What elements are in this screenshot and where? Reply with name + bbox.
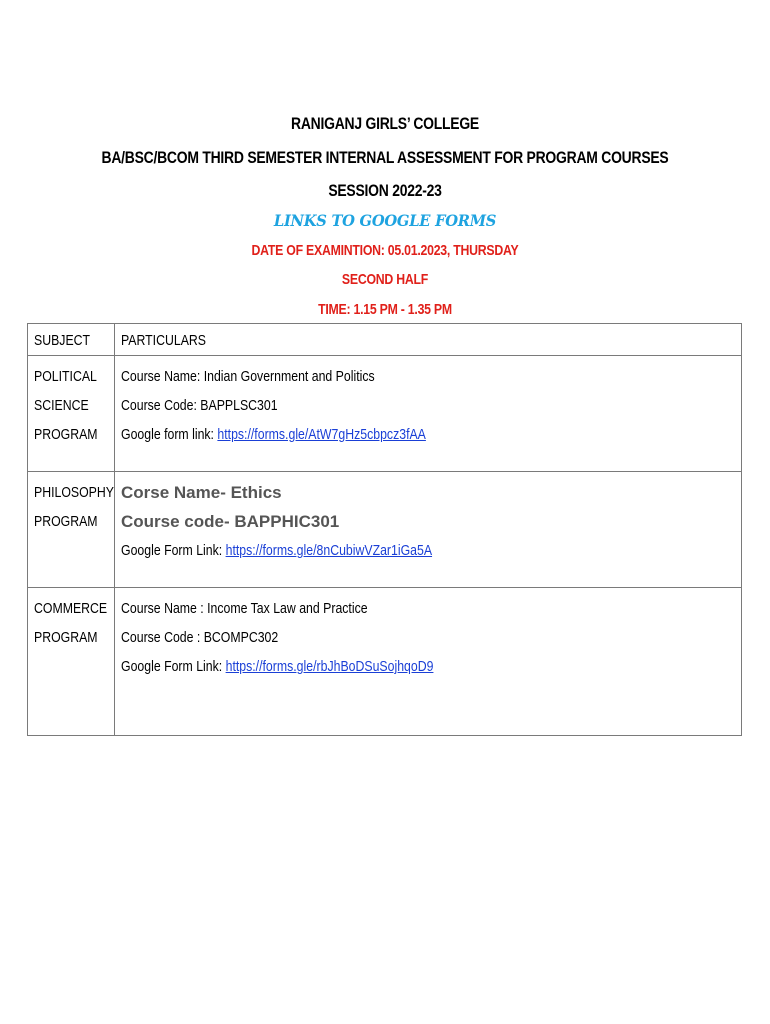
exam-title: BA/BSC/BCOM THIRD SEMESTER INTERNAL ASSESSMENT FOR PROGRAM COURSES <box>101 148 669 167</box>
form-link-line <box>121 652 629 681</box>
links-title: LINKS TO GOOGLE FORMS <box>273 211 497 230</box>
course-name: Course Name: Indian Government and Politics <box>121 368 375 385</box>
subject-line: PROGRAM <box>34 513 98 530</box>
subject-cell <box>28 472 115 588</box>
subject-header: SUBJECT <box>34 332 91 349</box>
course-code: Course code- BAPPHIC301 <box>121 512 340 531</box>
course-code: Course Code : BCOMPC302 <box>121 629 279 646</box>
form-link-line <box>121 536 629 565</box>
exam-time: TIME: 1.15 PM - 1.35 PM <box>318 301 452 318</box>
particulars-header: PARTICULARS <box>121 332 206 349</box>
session-title: SESSION 2022-23 <box>328 181 442 200</box>
course-name: Course Name : Income Tax Law and Practice <box>121 600 368 617</box>
form-link-label: Google Form Link: <box>121 658 226 675</box>
google-form-link[interactable]: https://forms.gle/8nCubiwVZar1iGa5A <box>225 542 433 559</box>
header-cell-particulars <box>115 324 742 356</box>
google-form-link[interactable]: https://forms.gle/AtW7gHz5cbpcz3fAA <box>217 426 426 443</box>
google-form-link[interactable]: https://forms.gle/rbJhBoDSuSojhqoD9 <box>225 658 434 675</box>
college-name: RANIGANJ GIRLS’ COLLEGE <box>291 114 479 133</box>
particulars-cell <box>115 472 742 588</box>
subject-cell <box>28 356 115 472</box>
subject-line: PROGRAM <box>34 629 98 646</box>
exam-half: SECOND HALF <box>341 271 429 288</box>
table-header-row <box>28 324 742 356</box>
subject-line: COMMERCE <box>34 600 108 617</box>
table-row <box>28 472 742 588</box>
subject-line: POLITICAL <box>34 368 97 385</box>
subject-cell <box>28 588 115 736</box>
subject-line: PROGRAM <box>34 426 98 443</box>
particulars-cell <box>115 588 742 736</box>
course-name: Corse Name- Ethics <box>121 483 282 502</box>
subject-line: PHILOSOPHY <box>34 484 114 501</box>
particulars-cell <box>115 356 742 472</box>
forms-table <box>27 323 742 736</box>
table-row <box>28 356 742 472</box>
course-code: Course Code: BAPPLSC301 <box>121 397 278 414</box>
form-link-label: Google Form Link: <box>121 542 226 559</box>
table-row <box>28 588 742 736</box>
header-cell-subject <box>28 324 115 356</box>
form-link-label: Google form link: <box>121 426 218 443</box>
form-link-line <box>121 420 629 449</box>
subject-line: SCIENCE <box>34 397 89 414</box>
exam-date: DATE OF EXAMINTION: 05.01.2023, THURSDAY <box>251 242 519 259</box>
